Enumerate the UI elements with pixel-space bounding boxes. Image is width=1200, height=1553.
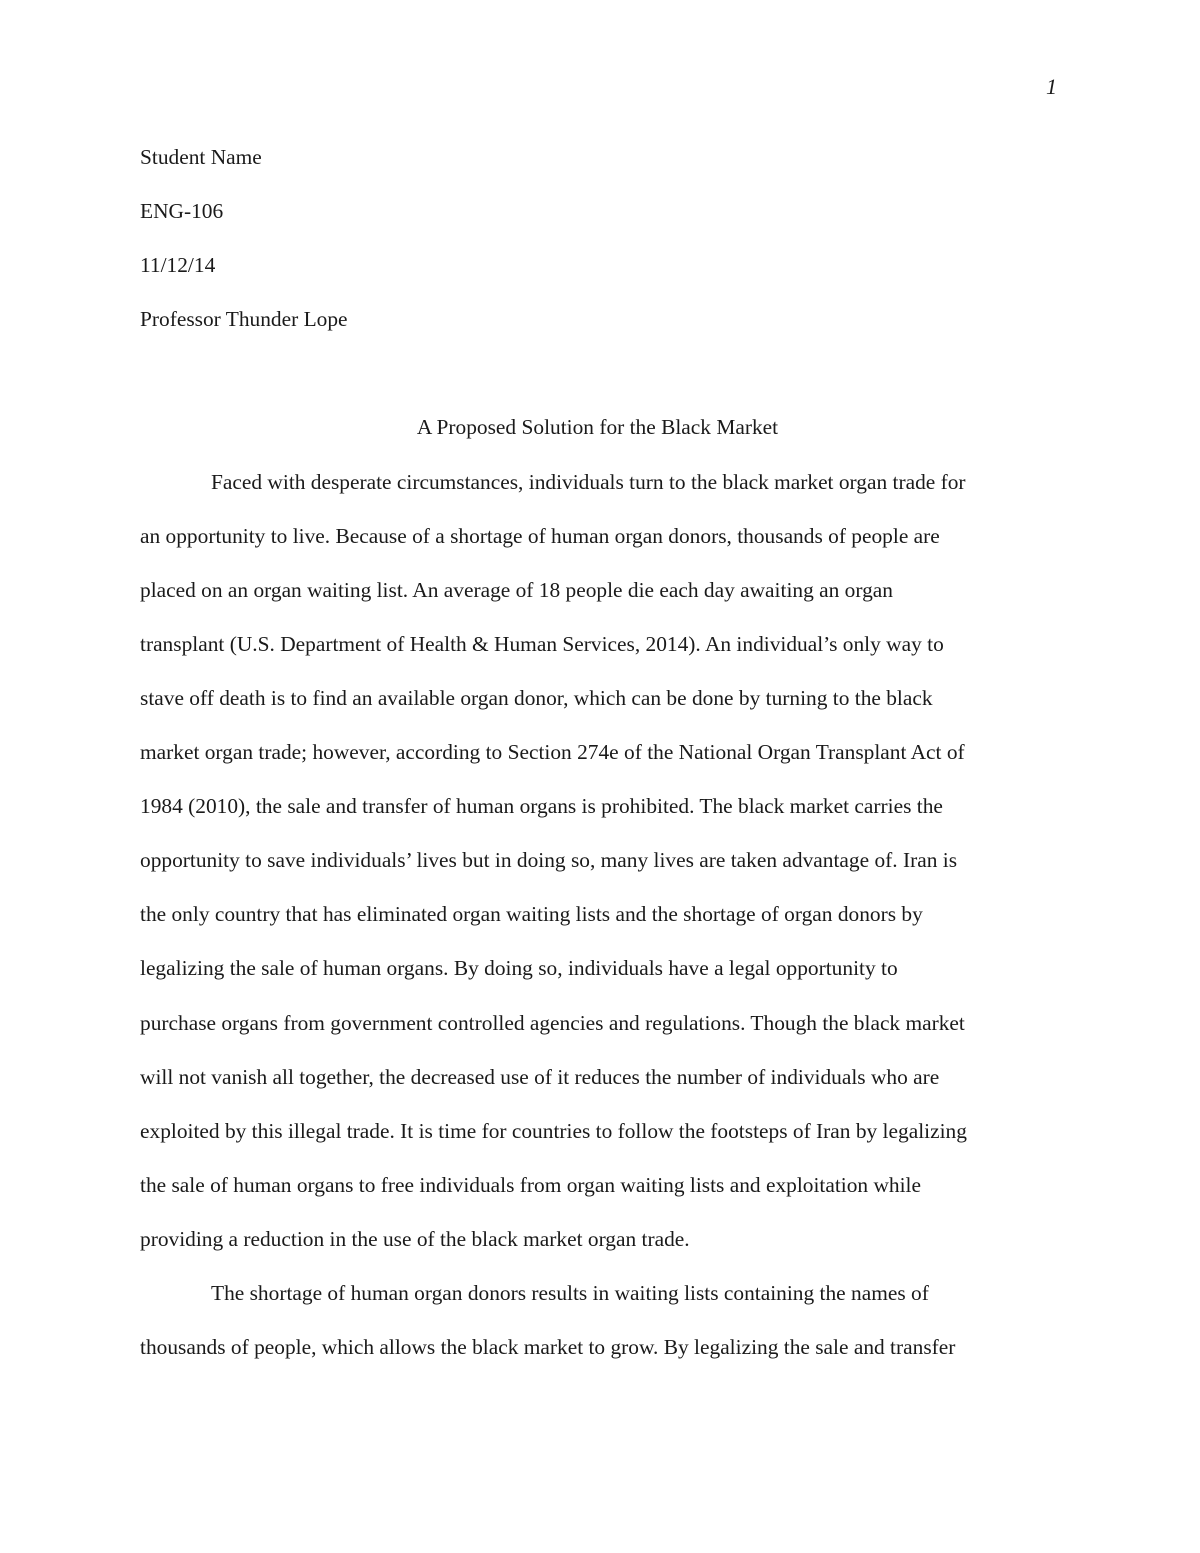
paragraph-line: purchase organs from government controlled agencies and regulations. Though the black market <box>140 1010 965 1035</box>
paragraph-2 <box>140 1266 1055 1374</box>
paragraph-line: will not vanish all together, the decreased use of it reduces the number of individuals who are <box>140 1064 940 1089</box>
paragraph-line: opportunity to save individuals’ lives but in doing so, many lives are taken advantage of. Iran is <box>140 848 958 873</box>
paragraph-line: thousands of people, which allows the black market to grow. By legalizing the sale and transfer <box>140 1335 956 1360</box>
paragraph-line: The shortage of human organ donors results in waiting lists containing the names of <box>211 1280 929 1305</box>
paragraph-line: exploited by this illegal trade. It is time for countries to follow the footsteps of Iran by legalizing <box>140 1118 967 1143</box>
paragraph-line: 1984 (2010), the sale and transfer of human organs is prohibited. The black market carries the <box>140 794 943 819</box>
paragraph-line: transplant (U.S. Department of Health & Human Services, 2014). An individual’s only way to <box>140 631 944 656</box>
blank-line <box>140 346 1055 400</box>
paragraph-line: an opportunity to live. Because of a shortage of human organ donors, thousands of people are <box>140 523 940 548</box>
paragraph-line: legalizing the sale of human organs. By doing so, individuals have a legal opportunity to <box>140 956 898 981</box>
paragraph-line: placed on an organ waiting list. An average of 18 people die each day awaiting an organ <box>140 577 893 602</box>
paragraph-1 <box>140 455 1055 1266</box>
student-name: Student Name <box>140 145 262 169</box>
paragraph-line: providing a reduction in the use of the black market organ trade. <box>140 1226 690 1251</box>
paragraph-line: Faced with desperate circumstances, individuals turn to the black market organ trade for <box>211 469 966 494</box>
page-number: 1 <box>1046 74 1057 99</box>
document-body <box>140 130 1055 1374</box>
course-code: ENG-106 <box>140 199 224 224</box>
essay-title: A Proposed Solution for the Black Market <box>416 415 779 440</box>
paragraph-line: stave off death is to find an available organ donor, which can be done by turning to the black <box>140 685 933 710</box>
professor-name: Professor Thunder Lope <box>140 307 348 332</box>
paragraph-line: market organ trade; however, according to Section 274e of the National Organ Transplant Act of <box>140 740 965 765</box>
paragraph-line: the sale of human organs to free individuals from organ waiting lists and exploitation while <box>140 1172 921 1197</box>
submission-date: 11/12/14 <box>140 253 216 278</box>
paragraph-line: the only country that has eliminated organ waiting lists and the shortage of organ donors by <box>140 902 923 927</box>
